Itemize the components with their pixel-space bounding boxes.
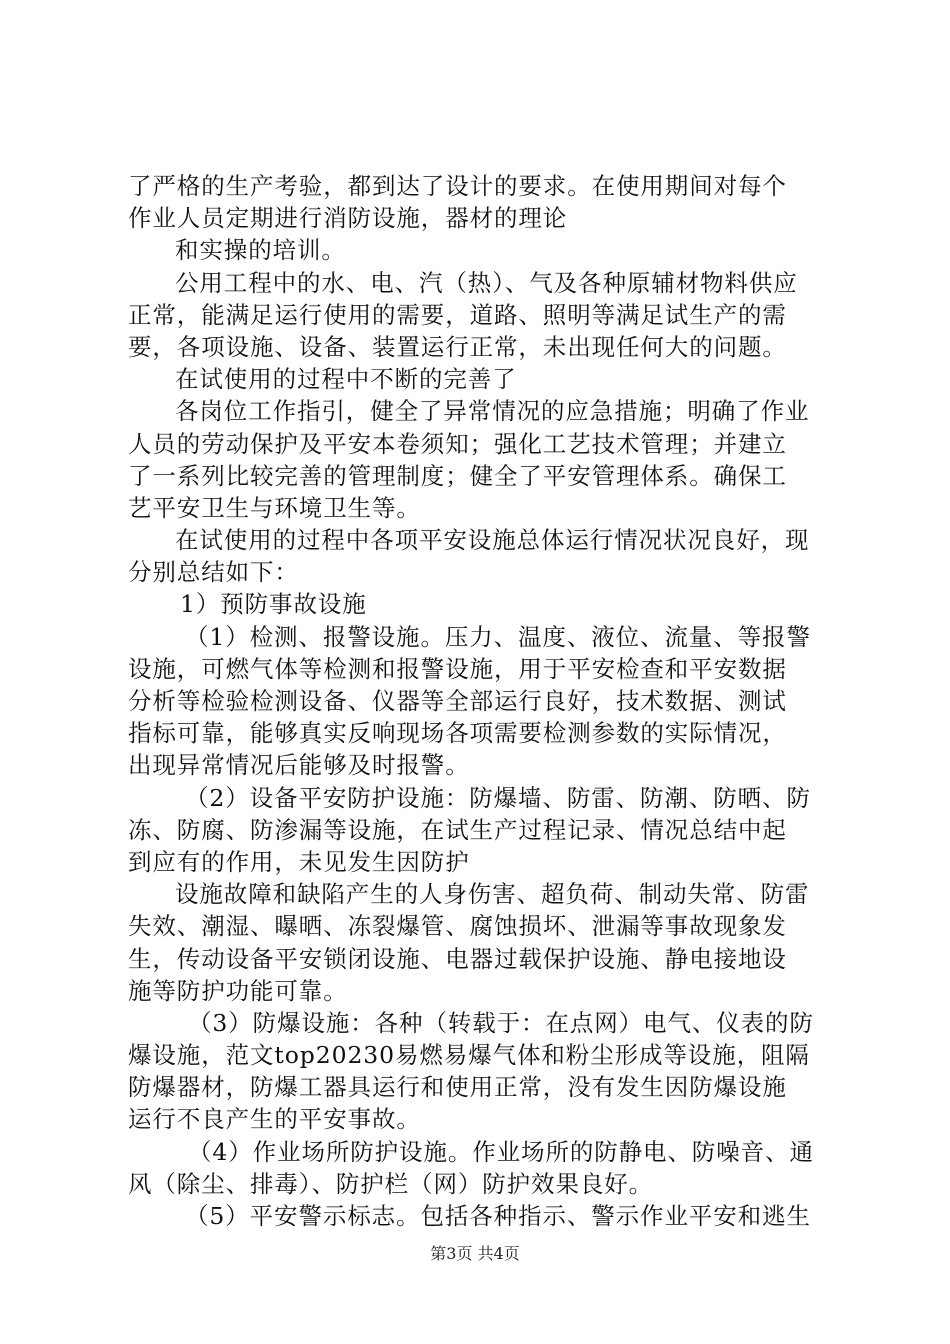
text-line: 各岗位工作指引，健全了异常情况的应急措施；明确了作业 [175,397,810,426]
text-line: 运行不良产生的平安事故。 [128,1105,421,1134]
text-line: 正常，能满足运行使用的需要，道路、照明等满足试生产的需 [128,300,787,329]
text-line: 和实操的培训。 [175,236,346,265]
text-line: 了严格的生产考验，都到达了设计的要求。在使用期间对每个 [128,172,787,200]
text-line: 防爆器材，防爆工器具运行和使用正常，没有发生因防爆设施 [128,1073,787,1102]
text-line: 在试使用的过程中各项平安设施总体运行情况状况良好，现 [175,526,810,555]
text-line: 到应有的作用，未见发生因防护 [128,847,470,876]
text-line: 要，各项设施、设备、装置运行正常，未出现任何大的问题。 [128,332,787,361]
text-line: （5）平安警示标志。包括各种指示、警示作业平安和逃生 [185,1202,811,1230]
document-body [128,170,834,1232]
text-line: 了一系列比较完善的管理制度；健全了平安管理体系。确保工 [128,461,787,490]
text-line: 指标可靠，能够真实反响现场各项需要检测参数的实际情况， [128,719,787,748]
text-line: 设施故障和缺陷产生的人身伤害、超负荷、制动失常、防雷 [175,880,810,909]
text-line: 施等防护功能可靠。 [128,976,348,1005]
text-line: 艺平安卫生与环境卫生等。 [128,493,421,522]
text-line: 失效、潮湿、曝晒、冻裂爆管、腐蚀损坏、泄漏等事故现象发 [128,912,787,941]
text-line: 爆设施，范文top20230易燃易爆气体和粉尘形成等设施，阻隔 [128,1041,810,1070]
text-line: 公用工程中的水、电、汽（热）、气及各种原辅材物料供应 [175,268,798,297]
text-line: 在试使用的过程中不断的完善了 [175,365,517,394]
text-line: 冻、防腐、防渗漏等设施，在试生产过程记录、情况总结中起 [128,815,787,844]
text-line: 分别总结如下： [128,558,299,587]
text-line: （1）检测、报警设施。压力、温度、液位、流量、等报警 [185,622,811,651]
text-line: 作业人员定期进行消防设施，器材的理论 [128,204,568,233]
text-line: 分析等检验检测设备、仪器等全部运行良好，技术数据、测试 [128,687,787,715]
text-line: 设施，可燃气体等检测和报警设施，用于平安检查和平安数据 [128,654,787,683]
text-line: 生，传动设备平安锁闭设施、电器过载保护设施、静电接地设 [128,944,787,973]
text-line: （3）防爆设施：各种（转载于：在点网）电气、仪表的防 [188,1008,814,1037]
text-line: 人员的劳动保护及平安本卷须知；强化工艺技术管理；并建立 [128,429,787,458]
text-line: （4）作业场所防护设施。作业场所的防静电、防噪音、通 [188,1137,814,1166]
text-line: （2）设备平安防护设施：防爆墙、防雷、防潮、防晒、防 [185,783,811,812]
text-line: 风（除尘、排毒）、防护栏（网）防护效果良好。 [128,1169,654,1198]
page-number-footer: 第3页 共4页 [430,1244,520,1263]
text-line: 1）预防事故设施 [180,590,367,619]
text-line: 出现异常情况后能够及时报警。 [128,751,470,780]
